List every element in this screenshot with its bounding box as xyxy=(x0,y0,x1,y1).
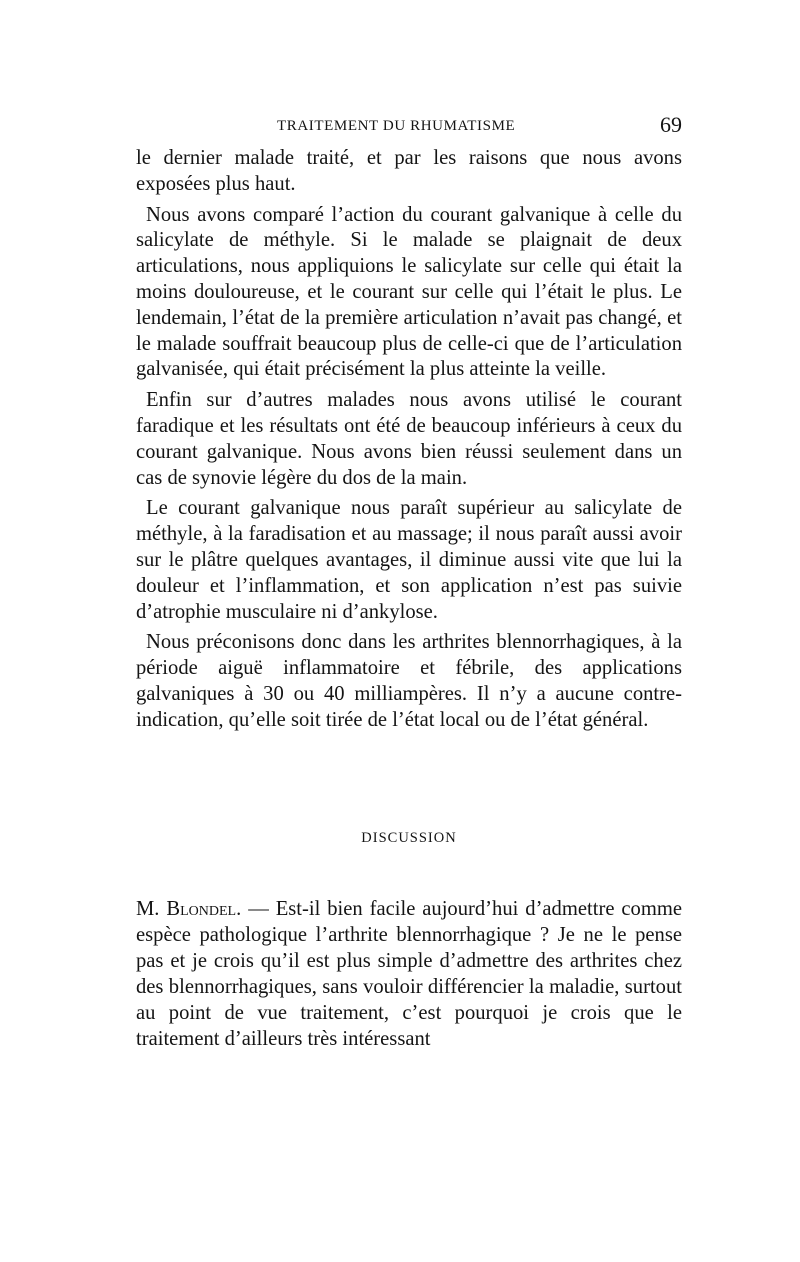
body-text xyxy=(136,146,682,739)
paragraph: Le courant galvanique nous paraît supérieur au salicylate de méthyle, à la faradisation et au massage; il nous paraît aussi avoir sur le plâtre quelques avantages, il diminue aussi vite que lui la douleur et l’inflammation, et son application n’est pas suivie d’atrophie musculaire ni d’ankylose. xyxy=(136,497,682,623)
paragraph: Nous avons comparé l’action du courant galvanique à celle du salicylate de méthyle. Si le malade se plaignait de deux articulations, nous appliquions le salicylate sur celle qui était la moins douloureuse, et le courant sur celle qui l’était le plus. Le lendemain, l’état de la première articulation n’avait pas changé, et le malade souffrait beaucoup plus de celle-ci que de l’articulation galvanisée, qui était précisément la plus atteinte la veille. xyxy=(136,203,682,381)
discussion-text xyxy=(136,896,682,1052)
speaker-name: M. Blondel. xyxy=(136,898,242,920)
paragraph: Enfin sur d’autres malades nous avons utilisé le courant faradique et les résultats ont été de beaucoup inférieurs à ceux du courant galvanique. Nous avons bien réussi seulement dans un cas de synovie légère du dos de la main. xyxy=(136,389,682,489)
page-header xyxy=(136,110,682,140)
discussion-paragraph xyxy=(136,896,682,1052)
paragraph: Nous préconisons donc dans les arthrites blennorrhagiques, à la période aiguë inflammatoire et fébrile, des applications galvaniques à 30 ou 40 milliampères. Il n’y a aucune contre-indication, qu’elle soit tirée de l’état local ou de l’état général. xyxy=(136,631,682,731)
page-number: 69 xyxy=(660,112,682,137)
discussion-body: — Est-il bien facile aujourd’hui d’admettre comme espèce pathologique l’arthrite blennorrhagique ? Je ne le pense pas et je crois qu’il est plus simple d’admettre des arthrites chez des blennorrhagiques, sans vouloir différencier la maladie, surtout au point de vue traitement, c’est pourquoi je crois que le traitement d’ailleurs très intéressant xyxy=(136,898,682,1050)
running-title: TRAITEMENT DU RHUMATISME xyxy=(277,118,516,134)
section-heading: DISCUSSION xyxy=(361,830,457,846)
paragraph: le dernier malade traité, et par les raisons que nous avons exposées plus haut. xyxy=(136,147,682,195)
